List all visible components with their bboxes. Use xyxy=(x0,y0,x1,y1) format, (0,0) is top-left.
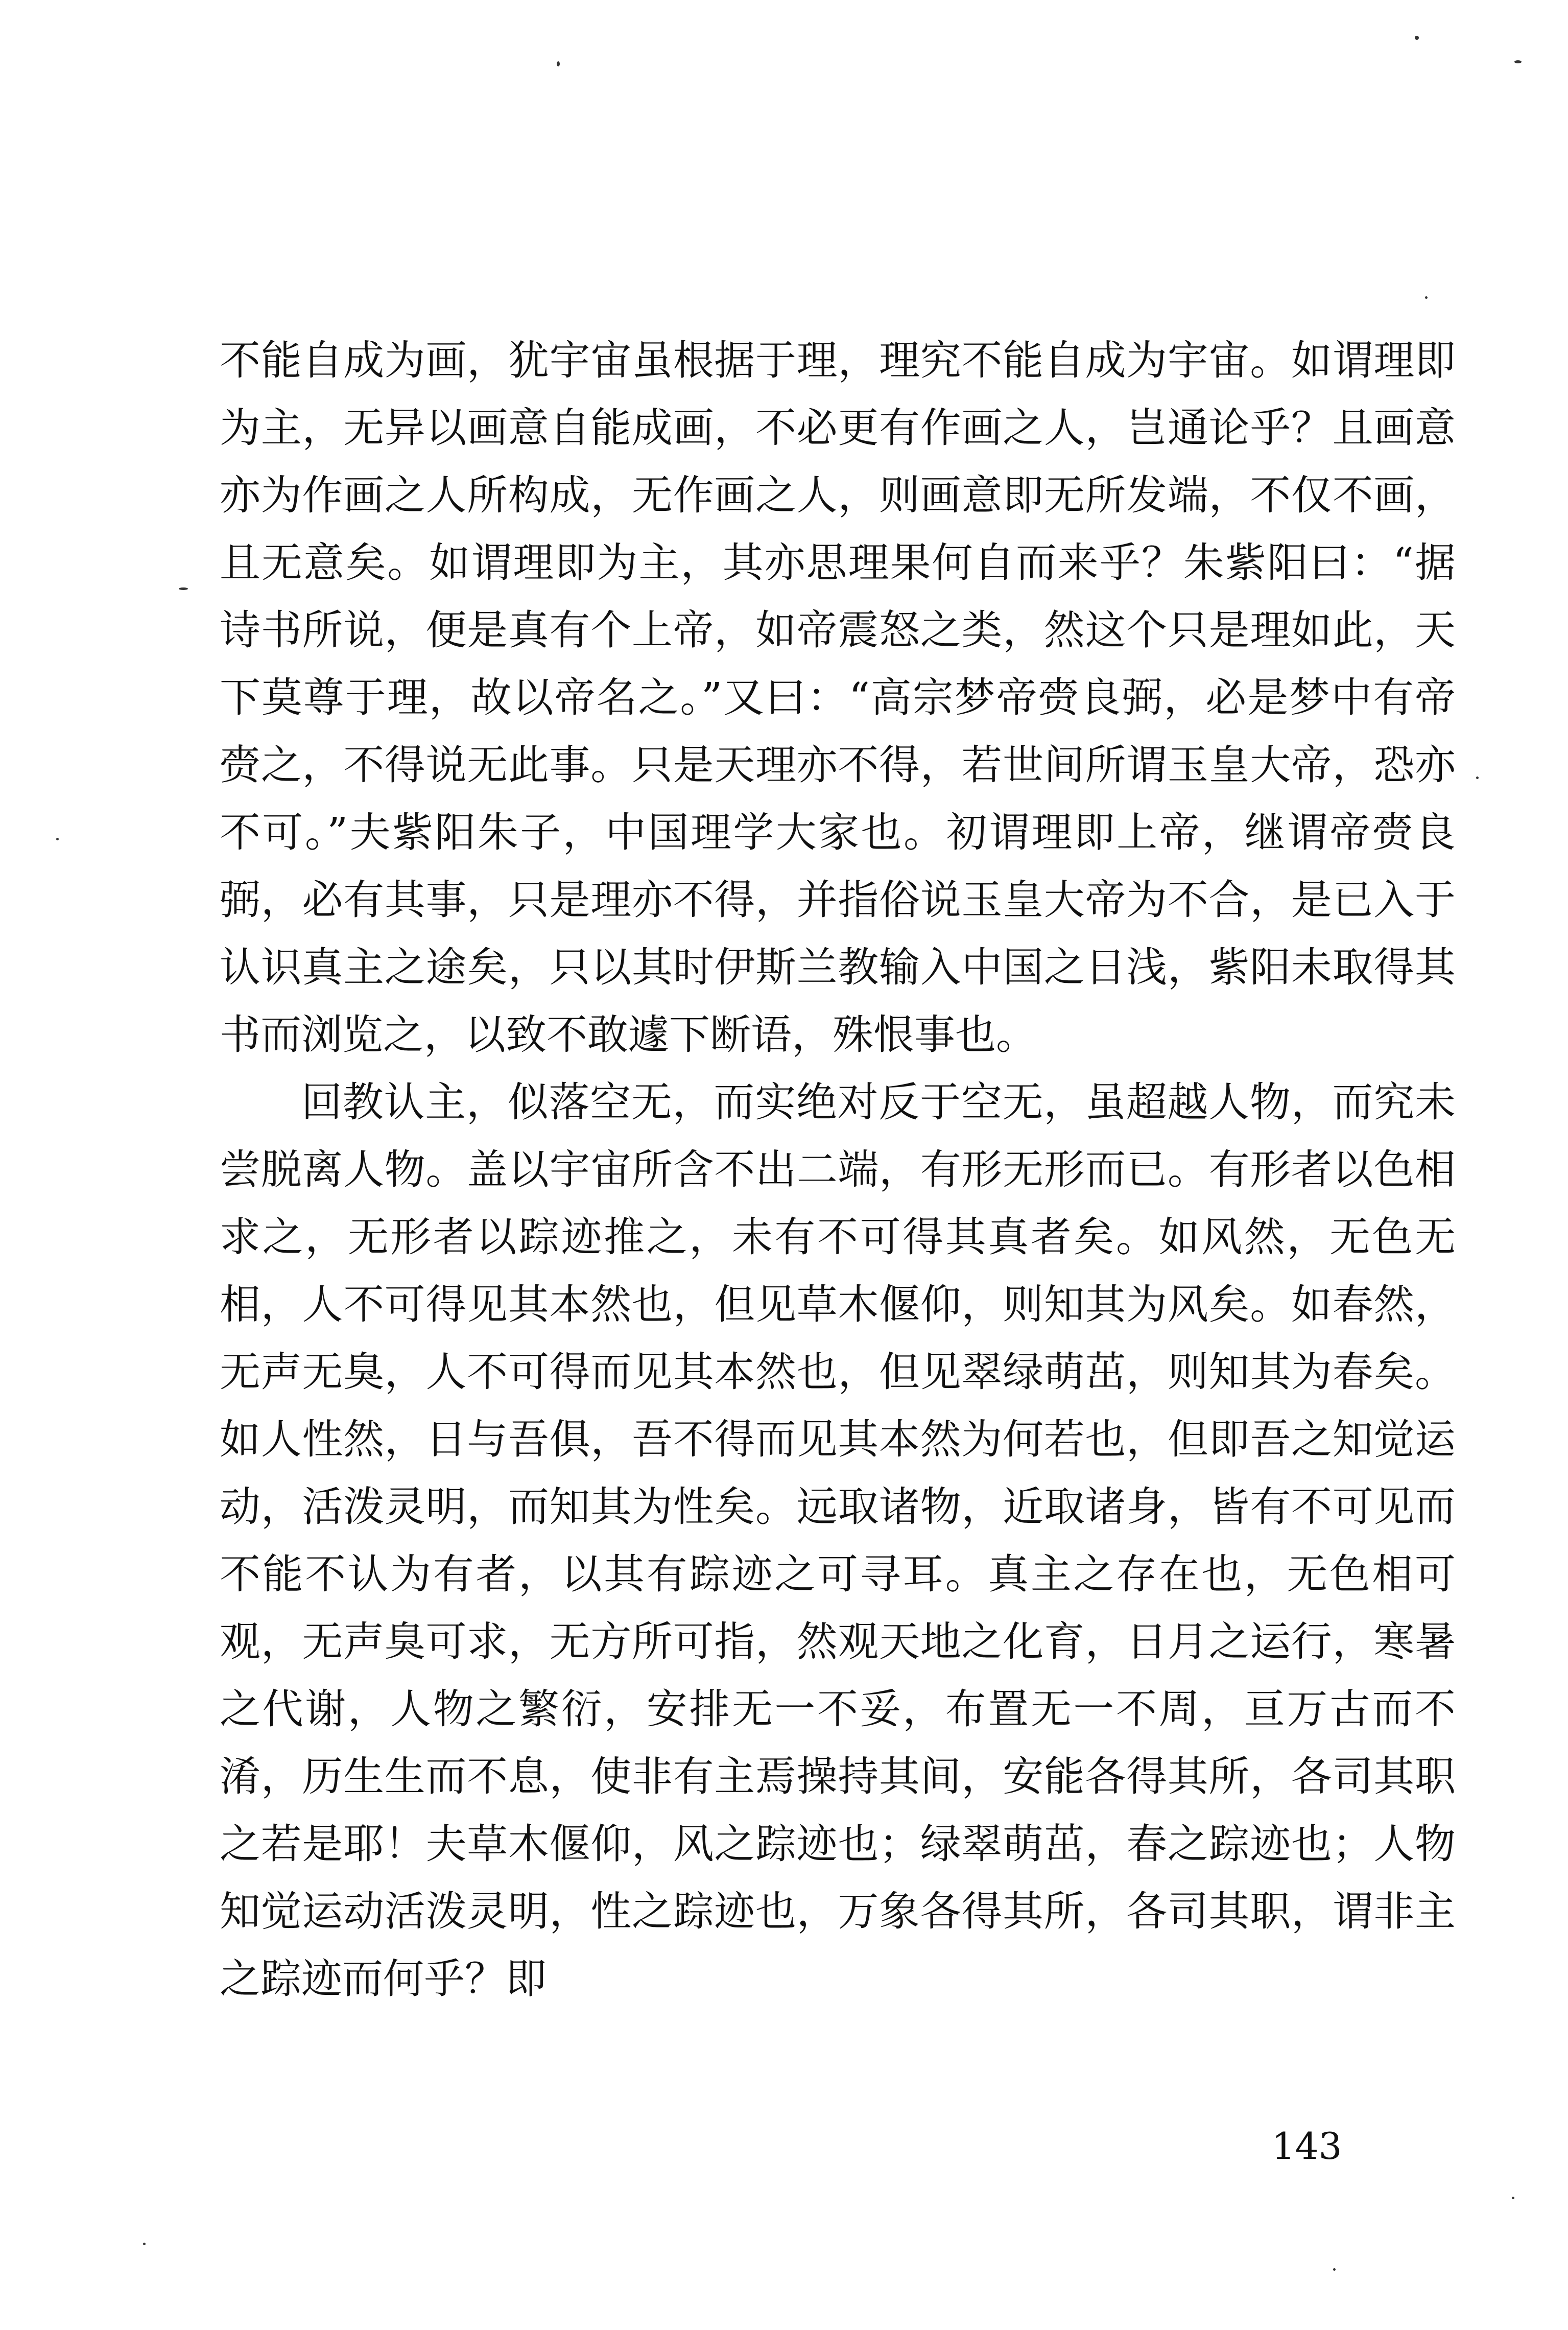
scan-speck xyxy=(143,2243,146,2245)
paragraph-1: 不能自成为画，犹宇宙虽根据于理，理究不能自成为宇宙。如谓理即为主，无异以画意自能成画，不必更有作画之人，岂通论乎？且画意亦为作画之人所构成，无作画之人，则画意即无所发端，不仅不画，且无意矣。如谓理即为主，其亦思理果何自而来乎？朱紫阳曰：“据诗书所说，便是真有个上帝，如帝震怒之类，然这个只是理如此，天下莫尊于理，故以帝名之。”又曰：“高宗梦帝赍良弼，必是梦中有帝赍之，不得说无此事。只是天理亦不得，若世间所谓玉皇大帝，恐亦不可。”夫紫阳朱子，中国理学大家也。初谓理即上帝，继谓帝赍良弼，必有其事，只是理亦不得，并指俗说玉皇大帝为不合，是已入于认识真主之途矣，只以其时伊斯兰教输入中国之日浅，紫阳未取得其书而浏览之，以致不敢遽下断语，殊恨事也。 xyxy=(220,337,1456,1058)
scan-speck xyxy=(1476,776,1479,779)
scan-speck xyxy=(557,61,560,66)
scan-speck xyxy=(179,587,188,590)
scan-speck xyxy=(1333,2268,1336,2271)
scan-speck xyxy=(1415,36,1419,40)
scan-speck xyxy=(1425,296,1428,299)
scan-speck xyxy=(56,838,59,840)
page-number: 143 xyxy=(1272,2125,1342,2168)
scan-speck xyxy=(1512,2197,1514,2199)
scan-speck xyxy=(1514,60,1522,63)
paragraph-2: 回教认主，似落空无，而实绝对反于空无，虽超越人物，而究未尝脱离人物。盖以宇宙所含不出二端，有形无形而已。有形者以色相求之，无形者以踪迹推之，未有不可得其真者矣。如风然，无色无相，人不可得见其本然也，但见草木偃仰，则知其为风矣。如春然，无声无臭，人不可得而见其本然也，但见翠绿萌茁，则知其为春矣。如人性然，日与吾俱，吾不得而见其本然为何若也，但即吾之知觉运动，活泼灵明，而知其为性矣。远取诸物，近取诸身，皆有不可见而不能不认为有者，以其有踪迹之可寻耳。真主之存在也，无色相可观，无声臭可求，无方所可指，然观天地之化育，日月之运行，寒暑之代谢，人物之繁衍，安排无一不妥，布置无一不周，亘万古而不淆，历生生而不息，使非有主焉操持其间，安能各得其所，各司其职之若是耶！夫草木偃仰，风之踪迹也；绿翠萌茁，春之踪迹也；人物知觉运动活泼灵明，性之踪迹也，万象各得其所，各司其职，谓非主之踪迹而何乎？即 xyxy=(220,1078,1456,2003)
body-text xyxy=(220,327,1456,2013)
